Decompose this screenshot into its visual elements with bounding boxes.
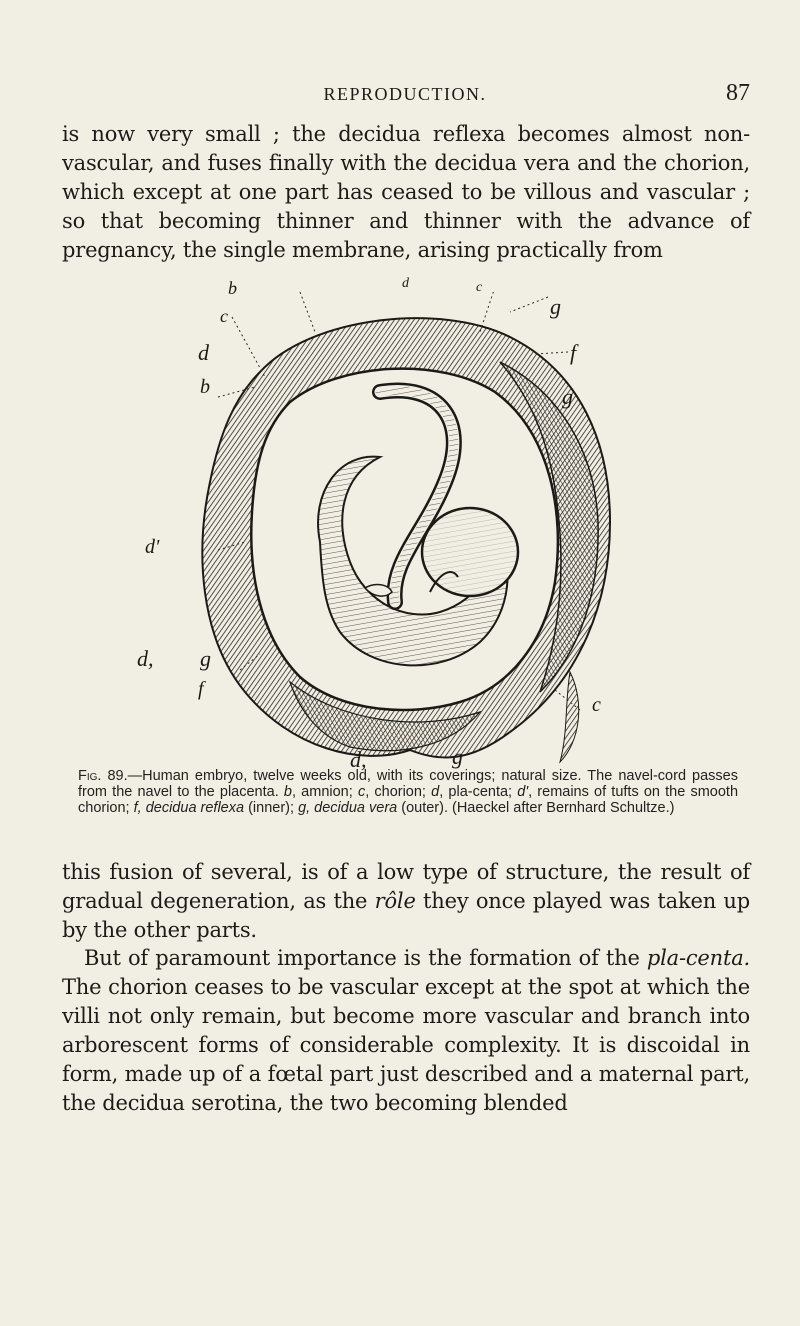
label-g-top-right: g	[550, 294, 561, 319]
caption-text-2: , amnion;	[291, 784, 358, 800]
caption-c: c	[357, 784, 366, 800]
label-d-left: d	[198, 340, 209, 365]
paragraph-placenta	[62, 944, 750, 1118]
caption-text-4: , pla-centa;	[439, 784, 518, 800]
caption-text-1: —Human embryo, twelve weeks old, with its coverings; natural size. The navel-cord passes from the navel to the placenta.	[78, 768, 738, 800]
embryo-figure	[137, 276, 660, 792]
label-d-prime-lower-left: d,	[137, 646, 154, 671]
caption-figure-number: Fig. 89.	[78, 768, 128, 784]
label-g-right: g	[562, 384, 573, 409]
label-g-lower-left: g	[200, 646, 211, 671]
label-c-right: c	[592, 694, 601, 716]
caption-text-7: (outer). (Haeckel after Bernhard Schultze.)	[397, 800, 675, 816]
label-f-right: f	[570, 340, 577, 365]
label-d-prime-bottom: d,	[350, 747, 367, 772]
paragraph-after-text-1: this fusion of several, is of a low type of structure, the result of gradual degeneration, as the	[62, 860, 750, 913]
caption-text-3: , chorion;	[365, 784, 432, 800]
caption-d-prime: d'	[517, 784, 529, 800]
paragraph-top: is now very small ; the decidua reflexa becomes almost non-vascular, and fuses finally with the decidua vera and the chorion, which except at one part has ceased to be villous and vascular ; so that becoming thinner and thinner with the advance of pregnancy, the single membrane, arising practically from	[62, 122, 750, 262]
label-f-lower-left: f	[198, 678, 204, 700]
paragraph-after-text-2: they once played was taken up by the other parts.	[62, 889, 750, 942]
page-number: 87	[726, 80, 750, 106]
embryo-illustration	[140, 292, 660, 792]
label-b-left: b	[200, 376, 210, 398]
paragraph-second-placenta: pla-centa.	[646, 946, 750, 970]
paragraph-after-role: rôle	[374, 889, 416, 913]
caption-g: g, decidua vera	[298, 800, 398, 816]
caption-text-6: (inner);	[244, 800, 299, 816]
label-g-bottom: g	[452, 744, 463, 769]
caption-d: d	[431, 784, 440, 800]
paragraph-second-text-1: But of paramount importance is the formation of the	[84, 946, 647, 970]
villi-tuft-shape	[560, 672, 579, 762]
label-c-left: c	[220, 306, 228, 326]
figure-caption	[78, 768, 738, 816]
label-c-top: c	[476, 280, 483, 295]
label-d-top: d	[402, 276, 409, 291]
running-head	[60, 80, 750, 110]
running-title: REPRODUCTION.	[323, 84, 487, 104]
label-d-prime-left: d'	[145, 536, 160, 558]
label-b-top: b	[228, 278, 237, 298]
caption-f: f, decidua reflexa	[133, 800, 245, 816]
caption-text-5: , remains of tufts on the smooth chorion;	[78, 784, 739, 816]
paragraph-second-text-2: The chorion ceases to be vascular except at the spot at which the villi not only remain, but become more vascular and branch into arborescent forms of considerable complexity. It is discoidal in form, made up of a fœtal part just described and a maternal part, the decidua serotina, the two becoming blended	[62, 975, 750, 1115]
paragraph-after-figure	[62, 858, 750, 945]
caption-b: b	[283, 784, 292, 800]
